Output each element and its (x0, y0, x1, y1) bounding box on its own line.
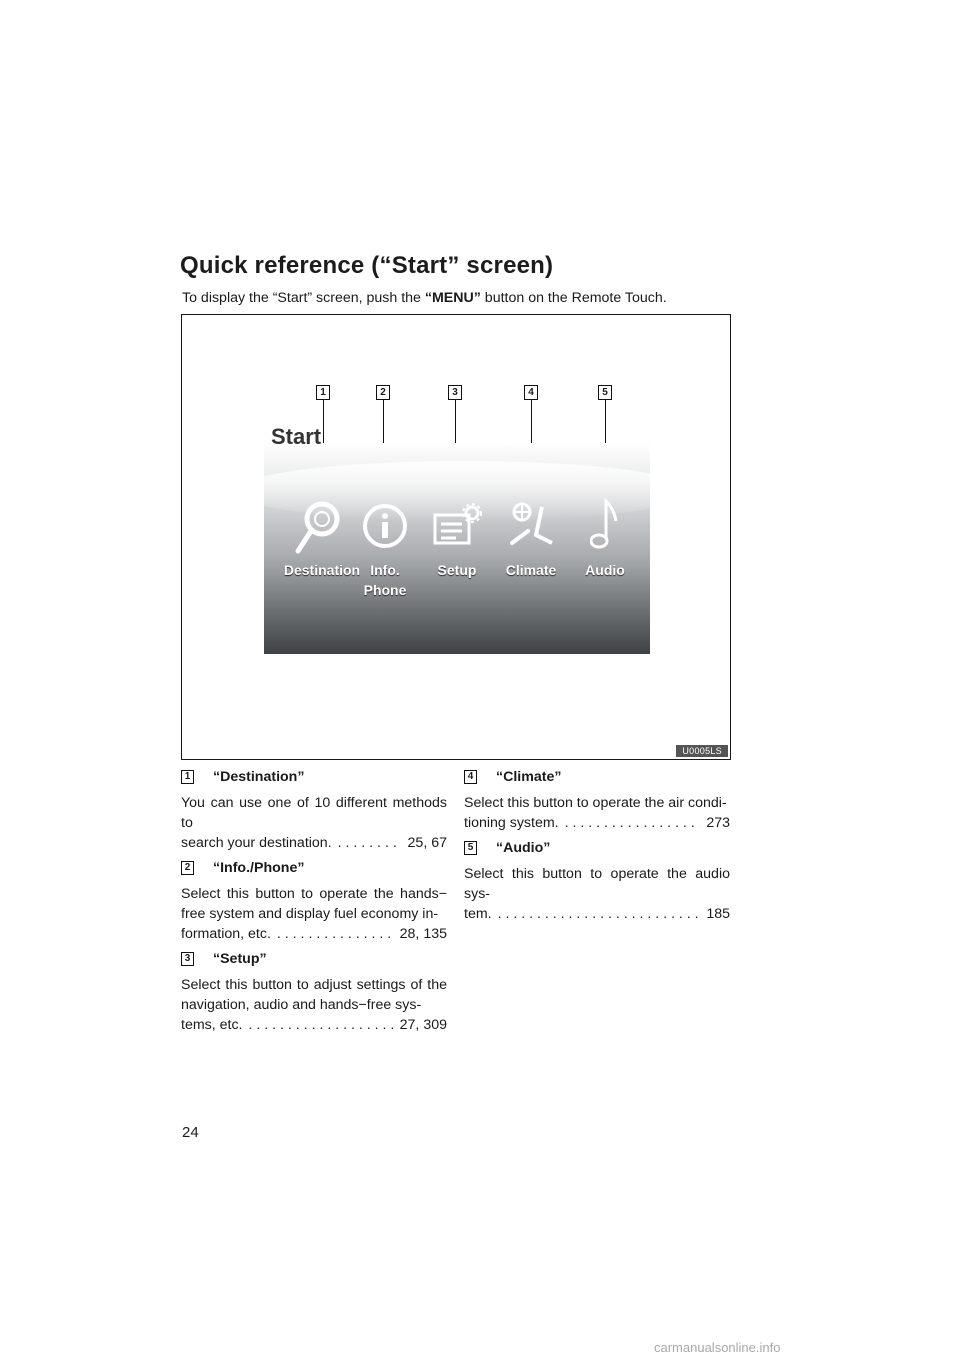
item-title: “Climate” (496, 769, 562, 785)
info-icon[interactable] (362, 503, 408, 549)
item-title: “Destination” (213, 769, 305, 785)
screen-title-start: Start (271, 424, 322, 449)
item-audio (464, 838, 730, 924)
leader-dots (338, 833, 402, 853)
item-number: 1 (181, 770, 194, 784)
item-info-phone (181, 858, 447, 944)
start-screen (264, 443, 650, 654)
item-number: 4 (464, 770, 477, 784)
items-left-column (181, 767, 447, 1040)
item-leader: formation, etc. . . . 28, 135 (181, 924, 447, 944)
item-number: 3 (181, 952, 194, 966)
item-number: 2 (181, 861, 194, 875)
intro-menu-button: “MENU” (424, 290, 481, 306)
page-number: 24 (182, 1124, 199, 1141)
item-leader: tioning system. . . . 273 (464, 813, 730, 833)
item-number: 5 (464, 841, 477, 855)
callout-2: 2 (376, 385, 390, 400)
info-phone-button-label[interactable]: Info. Phone (363, 562, 407, 598)
items-right-column (464, 767, 730, 929)
item-body: You can use one of 10 different methods to search your destination. . . . 25, 67 (181, 793, 447, 853)
page-ref[interactable]: 25, 67 (407, 835, 447, 851)
page-ref[interactable]: 27, 309 (399, 1017, 447, 1033)
magnifier-pin-icon[interactable] (292, 499, 344, 555)
page-title: Quick reference (“Start” screen) (180, 252, 554, 279)
item-leader: search your destination. . . . 25, 67 (181, 833, 447, 853)
figure-code: U0005LS (676, 745, 728, 757)
item-climate (464, 767, 730, 833)
item-destination (181, 767, 447, 853)
callout-3: 3 (448, 385, 462, 400)
start-screen-figure (181, 314, 731, 760)
climate-seat-icon[interactable] (508, 499, 558, 551)
intro-prefix: To display the “Start” screen, push the (182, 290, 425, 306)
watermark[interactable]: carmanualsonline.info (654, 1340, 781, 1355)
page-ref[interactable]: 273 (706, 815, 730, 831)
music-note-icon[interactable] (590, 497, 620, 551)
item-setup (181, 949, 447, 1035)
page-ref[interactable]: 185 (706, 906, 730, 922)
item-title: “Audio” (496, 840, 551, 856)
leader-dots (498, 904, 701, 924)
item-body: Select this button to operate the air condi- tioning system. . . . 273 (464, 793, 730, 833)
leader-dots (565, 813, 701, 833)
page-ref[interactable]: 28, 135 (399, 926, 447, 942)
leader-dots (277, 924, 394, 944)
item-title: “Info./Phone” (213, 860, 305, 876)
item-title: “Setup” (213, 951, 267, 967)
setup-button-label[interactable]: Setup (437, 562, 477, 578)
leader-dots (249, 1015, 394, 1035)
callout-1: 1 (316, 385, 330, 400)
item-body: Select this button to adjust settings of the navigation, audio and hands−free sys- tems, etc. . . . 27, 309 (181, 975, 447, 1035)
climate-button-label[interactable]: Climate (505, 562, 557, 578)
destination-button-label[interactable]: Destination (283, 562, 361, 578)
callout-5: 5 (598, 385, 612, 400)
audio-button-label[interactable]: Audio (585, 562, 625, 578)
callout-4: 4 (524, 385, 538, 400)
item-body: Select this button to operate the audio sys- tem. . . . 185 (464, 864, 730, 924)
item-leader: tems, etc. . . . 27, 309 (181, 1015, 447, 1035)
intro-text (182, 290, 742, 306)
item-leader: tem. . . . 185 (464, 904, 730, 924)
setup-gear-icon[interactable] (432, 501, 484, 549)
intro-suffix: button on the Remote Touch. (480, 290, 667, 306)
item-body: Select this button to operate the hands− free system and display fuel economy in- formation, etc. . . . 28, 135 (181, 884, 447, 944)
